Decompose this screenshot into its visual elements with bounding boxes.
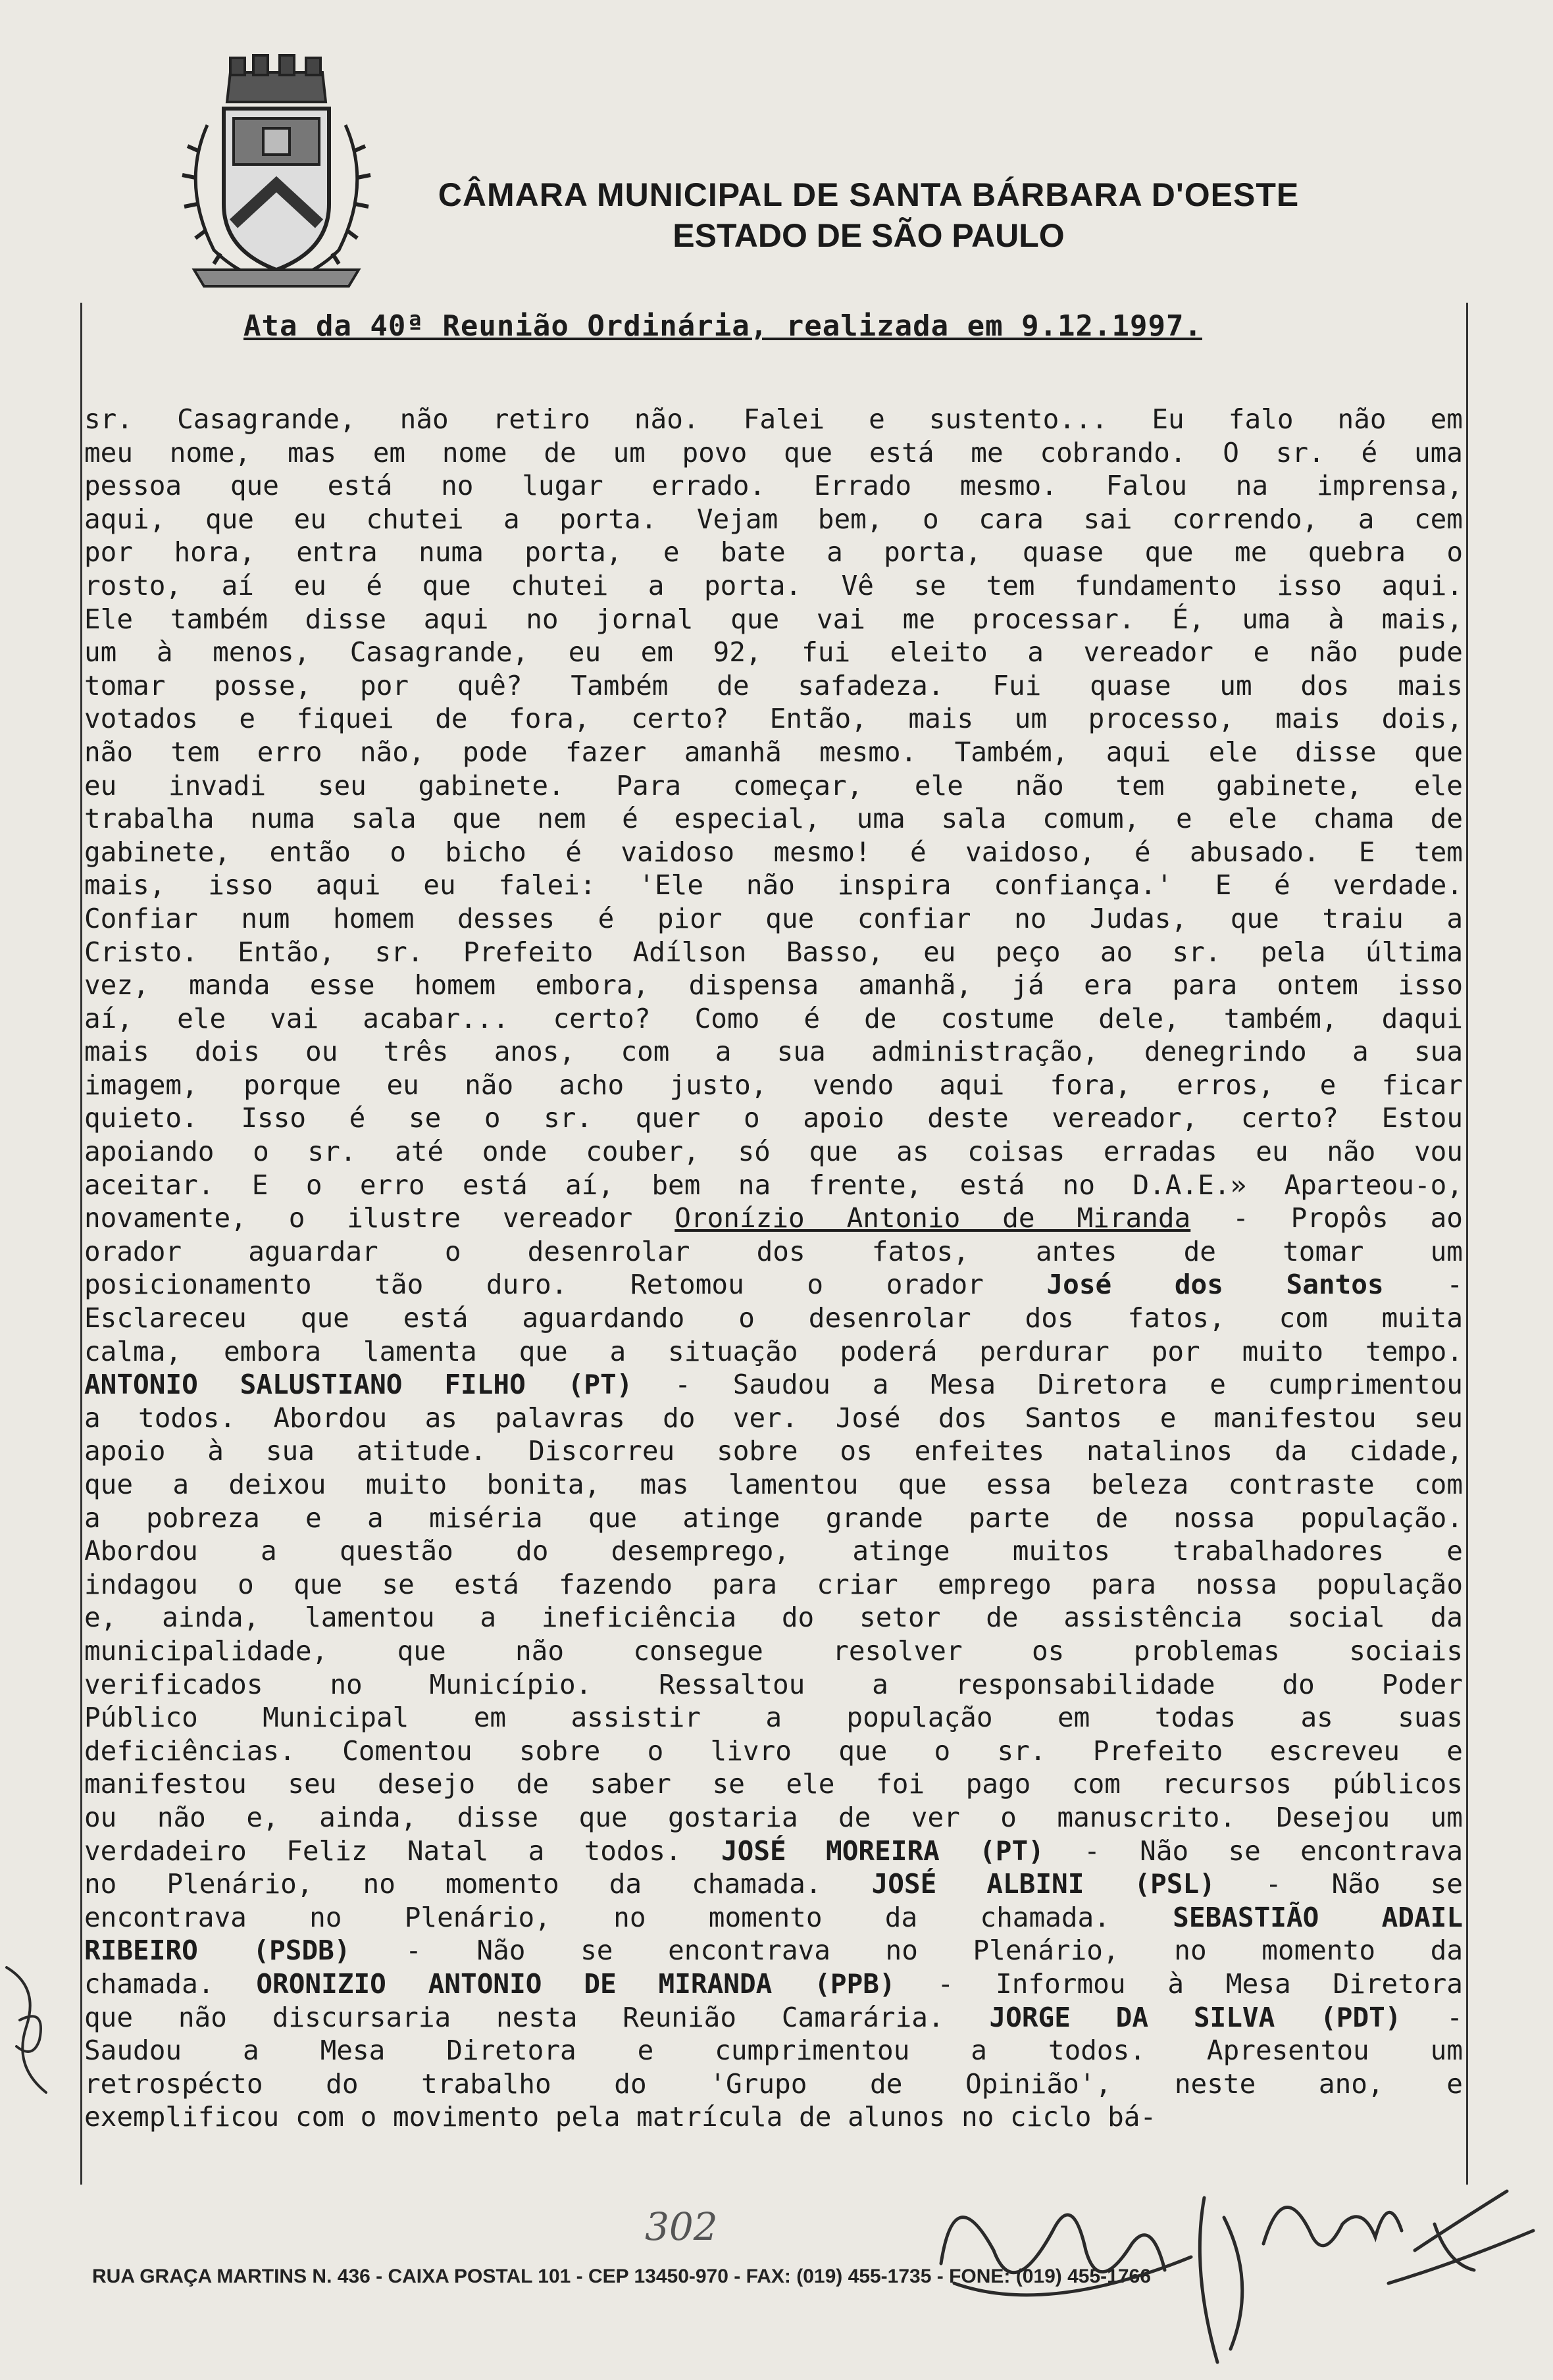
text-line — [84, 503, 1463, 536]
text-segment: apoio à sua atitude. Discorreu sobre os enfeites natalinos da cidade, — [84, 1435, 1463, 1467]
text-segment: exemplificou com o movimento pela matrícula de alunos no ciclo bá- — [84, 2101, 1157, 2133]
text-line — [84, 469, 1463, 503]
text-segment: - Saudou a Mesa Diretora e cumprimentou — [632, 1369, 1463, 1401]
text-line — [84, 569, 1463, 603]
text-segment: Esclareceu que está aguardando o desenrolar dos fatos, com muita — [84, 1302, 1463, 1334]
text-segment: manifestou seu desejo de saber se ele foi pago com recursos públicos — [84, 1768, 1463, 1800]
text-segment: tomar posse, por quê? Também de safadeza. Fui quase um dos mais — [84, 669, 1463, 701]
text-segment: - Não se encontrava — [1044, 1835, 1463, 1867]
text-segment: aqui, que eu chutei a porta. Vejam bem, o cara sai correndo, a cem — [84, 503, 1463, 535]
text-segment: imagem, porque eu não acho justo, vendo aqui fora, erros, e ficar — [84, 1069, 1463, 1101]
text-segment: posicionamento tão duro. Retomou o orador — [84, 1269, 1047, 1301]
text-segment: - Propôs ao — [1190, 1202, 1463, 1234]
text-segment: Abordou a questão do desemprego, atinge muitos trabalhadores e — [84, 1535, 1463, 1567]
text-segment: verdadeiro Feliz Natal a todos. — [84, 1835, 721, 1867]
text-line — [84, 536, 1463, 569]
signatures-image — [915, 2152, 1546, 2369]
text-segment: vez, manda esse homem embora, dispensa amanhã, já era para ontem isso — [84, 969, 1463, 1001]
footer-address: RUA GRAÇA MARTINS N. 436 - CAIXA POSTAL 101 - CEP 13450-970 - FAX: (019) 455-1735 - FONE: (019) 455-1766 — [92, 2266, 1151, 2287]
text-segment: novamente, o ilustre vereador — [84, 1202, 675, 1234]
text-segment: ANTONIO SALUSTIANO FILHO (PT) — [84, 1369, 633, 1401]
text-segment: aceitar. E o erro está aí, bem na frente, está no D.A.E.» Aparteou-o, — [84, 1169, 1463, 1201]
text-line — [84, 1767, 1463, 1801]
text-line — [84, 1135, 1463, 1169]
text-segment: que não discursaria nesta Reunião Camarária. — [84, 2001, 990, 2033]
text-segment: apoiando o sr. até onde couber, só que as coisas erradas eu não vou — [84, 1136, 1463, 1168]
text-segment: votados e fiquei de fora, certo? Então, mais um processo, mais dois, — [84, 703, 1463, 735]
text-line — [84, 2034, 1463, 2067]
text-line — [84, 1235, 1463, 1269]
letterhead — [408, 174, 1329, 256]
text-segment: - Informou à Mesa Diretora — [895, 1967, 1463, 2000]
text-line — [84, 636, 1463, 669]
text-line — [84, 1368, 1463, 1402]
text-segment: sr. Casagrande, não retiro não. Falei e sustento... Eu falo não em — [84, 403, 1463, 435]
text-segment: Oronízio Antonio de Miranda — [675, 1202, 1191, 1234]
text-line — [84, 2067, 1463, 2101]
text-segment: gabinete, então o bicho é vaidoso mesmo! é vaidoso, é abusado. E tem — [84, 836, 1463, 868]
text-segment: - Não se — [1215, 1868, 1463, 1900]
text-line — [84, 1434, 1463, 1468]
text-line — [84, 1801, 1463, 1835]
text-segment: pessoa que está no lugar errado. Errado mesmo. Falou na imprensa, — [84, 470, 1463, 502]
text-line — [84, 902, 1463, 936]
text-segment: trabalha numa sala que nem é especial, uma sala comum, e ele chama de — [84, 803, 1463, 835]
text-segment: não tem erro não, pode fazer amanhã mesmo. Também, aqui ele disse que — [84, 736, 1463, 768]
text-segment: que a deixou muito bonita, mas lamentou que essa beleza contraste com — [84, 1469, 1463, 1500]
text-line — [84, 769, 1463, 803]
text-line — [84, 1402, 1463, 1435]
text-line — [84, 869, 1463, 902]
text-line — [84, 969, 1463, 1002]
text-line — [84, 1002, 1463, 1036]
text-segment: retrospécto do trabalho do 'Grupo de Opinião', neste ano, e — [84, 2067, 1463, 2100]
text-segment: Ele também disse aqui no jornal que vai me processar. É, uma à mais, — [84, 603, 1463, 635]
text-line — [84, 802, 1463, 836]
text-segment: aí, ele vai acabar... certo? Como é de costume dele, também, daqui — [84, 1002, 1463, 1034]
text-line — [84, 836, 1463, 869]
text-segment: JOSÉ ALBINI (PSL) — [871, 1868, 1215, 1900]
text-line — [84, 1634, 1463, 1668]
text-line — [84, 1468, 1463, 1502]
text-line — [84, 702, 1463, 736]
text-segment: meu nome, mas em nome de um povo que está me cobrando. O sr. é uma — [84, 436, 1463, 468]
text-segment: - — [1401, 2001, 1463, 2033]
text-line — [84, 1335, 1463, 1369]
text-segment: orador aguardar o desenrolar dos fatos, antes de tomar um — [84, 1235, 1463, 1267]
text-line — [84, 436, 1463, 470]
page-frame-right — [1466, 303, 1468, 2185]
text-segment: deficiências. Comentou sobre o livro que o sr. Prefeito escreveu e — [84, 1734, 1463, 1767]
text-line — [84, 1934, 1463, 1967]
margin-initials-image — [0, 1948, 59, 2112]
page-number: 302 — [645, 2204, 718, 2249]
text-line — [84, 603, 1463, 636]
text-line — [84, 1035, 1463, 1069]
text-segment: JOSÉ MOREIRA (PT) — [721, 1835, 1044, 1867]
text-segment: Público Municipal em assistir a população em todas as suas — [84, 1702, 1463, 1734]
text-line — [84, 1967, 1463, 2001]
org-state: ESTADO DE SÃO PAULO — [673, 217, 1065, 254]
text-segment: a todos. Abordou as palavras do ver. José dos Santos e manifestou seu — [84, 1402, 1463, 1434]
text-line — [84, 1069, 1463, 1102]
text-line — [84, 1101, 1463, 1135]
text-line — [84, 1502, 1463, 1535]
text-segment: mais, isso aqui eu falei: 'Ele não inspira confiança.' E é verdade. — [84, 869, 1463, 901]
text-line — [84, 1568, 1463, 1602]
text-line — [84, 1734, 1463, 1768]
text-segment: mais dois ou três anos, com a sua administração, denegrindo a sua — [84, 1036, 1463, 1068]
text-line — [84, 1867, 1463, 1901]
text-segment: rosto, aí eu é que chutei a porta. Vê se tem fundamento isso aqui. — [84, 569, 1463, 601]
text-line — [84, 1835, 1463, 1868]
text-line — [84, 1668, 1463, 1702]
text-line — [84, 2001, 1463, 2035]
text-segment: JORGE DA SILVA (PDT) — [989, 2001, 1402, 2033]
coat-of-arms-icon — [168, 53, 385, 296]
text-segment: - Não se encontrava no Plenário, no momento da — [350, 1935, 1463, 1967]
text-line — [84, 1169, 1463, 1202]
text-line — [84, 1601, 1463, 1634]
text-segment: por hora, entra numa porta, e bate a porta, quase que me quebra o — [84, 536, 1463, 569]
document-title: Ata da 40ª Reunião Ordinária, realizada em 9.12.1997. — [243, 309, 1202, 343]
text-line — [84, 1268, 1463, 1302]
text-line — [84, 669, 1463, 703]
text-line — [84, 1901, 1463, 1935]
text-line — [84, 936, 1463, 969]
text-segment: calma, embora lamenta que a situação poderá perdurar por muito tempo. — [84, 1335, 1463, 1367]
text-segment: um à menos, Casagrande, eu em 92, fui eleito a vereador e não pude — [84, 636, 1463, 669]
text-segment: chamada. — [84, 1967, 257, 2000]
text-segment: Saudou a Mesa Diretora e cumprimentou a todos. Apresentou um — [84, 2035, 1463, 2067]
text-segment: - — [1383, 1269, 1463, 1301]
text-line — [84, 1202, 1463, 1235]
text-segment: Confiar num homem desses é pior que confiar no Judas, que traiu a — [84, 902, 1463, 934]
page-frame-left — [80, 303, 82, 2185]
text-segment: verificados no Município. Ressaltou a responsabilidade do Poder — [84, 1668, 1463, 1700]
org-name: CÂMARA MUNICIPAL DE SANTA BÁRBARA D'OESTE — [438, 176, 1300, 213]
text-segment: encontrava no Plenário, no momento da chamada. — [84, 1901, 1173, 1933]
text-segment: a pobreza e a miséria que atinge grande parte de nossa população. — [84, 1502, 1463, 1534]
text-line — [84, 1302, 1463, 1335]
text-segment: quieto. Isso é se o sr. quer o apoio deste vereador, certo? Estou — [84, 1102, 1463, 1134]
text-segment: e, ainda, lamentou a ineficiência do setor de assistência social da — [84, 1602, 1463, 1634]
text-segment: no Plenário, no momento da chamada. — [84, 1868, 872, 1900]
text-segment: eu invadi seu gabinete. Para começar, ele não tem gabinete, ele — [84, 769, 1463, 801]
text-segment: José dos Santos — [1046, 1269, 1384, 1301]
minutes-body — [84, 403, 1463, 2134]
text-line — [84, 1534, 1463, 1568]
text-segment: indagou o que se está fazendo para criar emprego para nossa população — [84, 1568, 1463, 1600]
text-segment: SEBASTIÃO ADAIL — [1173, 1901, 1463, 1933]
text-line — [84, 403, 1463, 436]
text-line — [84, 2100, 1463, 2134]
text-segment: municipalidade, que não consegue resolver os problemas sociais — [84, 1634, 1463, 1667]
text-line — [84, 1701, 1463, 1734]
text-segment: Cristo. Então, sr. Prefeito Adílson Basso, eu peço ao sr. pela última — [84, 936, 1463, 968]
text-segment: RIBEIRO (PSDB) — [84, 1935, 351, 1967]
text-line — [84, 736, 1463, 769]
text-segment: ou não e, ainda, disse que gostaria de ver o manuscrito. Desejou um — [84, 1801, 1463, 1833]
text-segment: ORONIZIO ANTONIO DE MIRANDA (PPB) — [256, 1967, 896, 2000]
